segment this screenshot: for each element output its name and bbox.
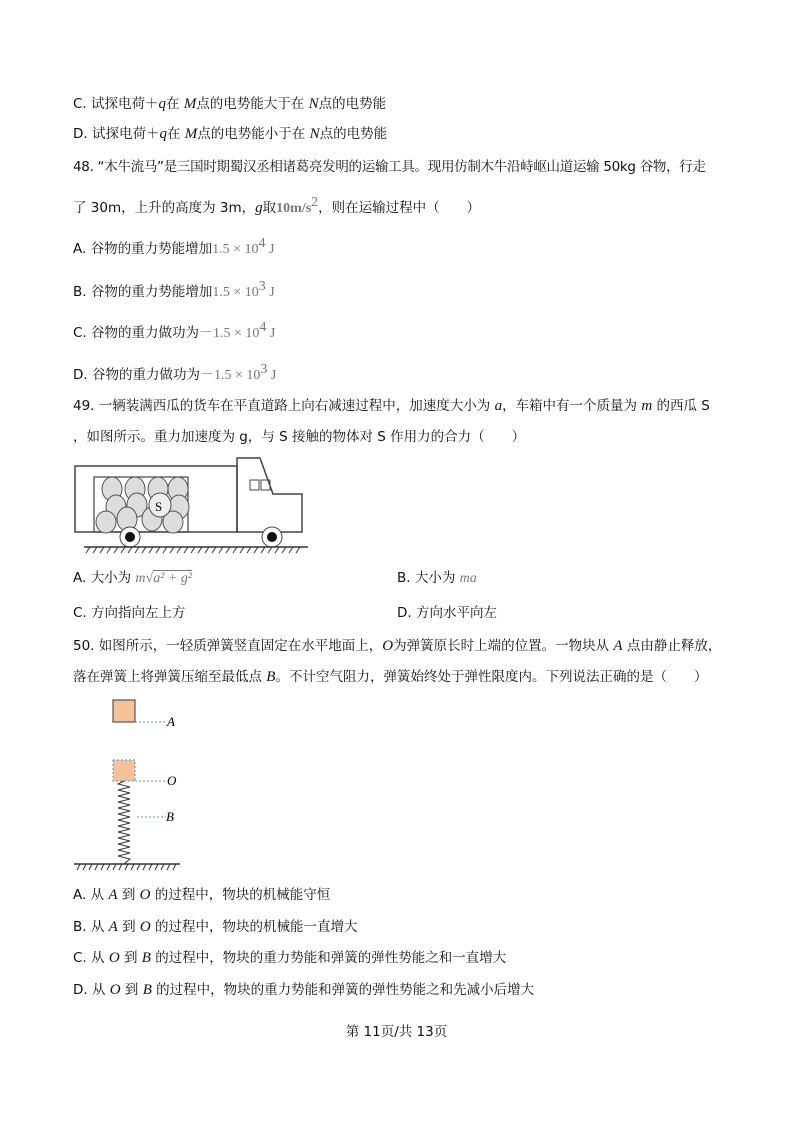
q50-stem-line1: 50. 如图所示，一轻质弹簧竖直固定在水平地面上，O为弹簧原长时上端的位置。一物块从 A 点由静止释放， xyxy=(73,638,722,654)
svg-text:O: O xyxy=(167,773,177,788)
q48-option-d: D. 谷物的重力做功为$-1.5 \times 10^3$ J xyxy=(73,362,277,383)
svg-text:B: B xyxy=(166,809,174,824)
truck-figure xyxy=(70,455,320,555)
q48-option-a: A. 谷物的重力势能增加$1.5 \times 10^4$ J xyxy=(73,236,275,257)
q49-stem-line2: ，如图所示。重力加速度为 g，与 S 接触的物体对 S 作用力的合力（ ） xyxy=(73,429,526,445)
q49-option-a: A. 大小为 m√a² + g² xyxy=(73,570,193,586)
watermelon-s-label: S xyxy=(155,499,163,514)
q48-option-b: B. 谷物的重力势能增加$1.5 \times 10^3$ J xyxy=(73,279,275,300)
q48-option-c: C. 谷物的重力做功为$-1.5 \times 10^4$ J xyxy=(73,320,276,341)
q50-stem-line2: 落在弹簧上将弹簧压缩至最低点 B。不计空气阻力，弹簧始终处于弹性限度内。下列说法正确的是（ ） xyxy=(73,669,708,685)
q49-option-d: D. 方向水平向左 xyxy=(397,605,497,621)
spring-figure xyxy=(70,695,190,875)
q50-option-b: B. 从 A 到 O 的过程中，物块的机械能一直增大 xyxy=(73,919,358,935)
page-footer: 第 11页/共 13页 xyxy=(345,1024,448,1040)
q48-stem-line1: 48. “木牛流马”是三国时期蜀汉丞相诸葛亮发明的运输工具。现用仿制木牛沿峙岖山道运输 50kg 谷物，行走 xyxy=(73,159,706,175)
q49-option-b: B. 大小为 ma xyxy=(397,570,477,586)
svg-text:A: A xyxy=(167,714,175,729)
q50-option-d: D. 从 O 到 B 的过程中，物块的重力势能和弹簧的弹性势能之和先减小后增大 xyxy=(73,982,535,998)
q48-stem-line2: 了 30m，上升的高度为 3m，g取$10m/s^2$，则在运输过程中（ ） xyxy=(73,195,481,216)
q50-option-a: A. 从 A 到 O 的过程中，物块的机械能守恒 xyxy=(73,887,331,903)
q49-option-c: C. 方向指向左上方 xyxy=(73,605,186,621)
q49-stem-line1: 49. 一辆装满西瓜的货车在平直道路上向右减速过程中，加速度大小为 a，车箱中有一个质量为 m 的西瓜 S xyxy=(73,398,710,414)
q47-option-c: C. 试探电荷＋q在 M点的电势能大于在 N点的电势能 xyxy=(73,96,387,112)
spring xyxy=(118,781,130,864)
q47-option-d: D. 试探电荷＋q在 M点的电势能小于在 N点的电势能 xyxy=(73,126,388,142)
q50-option-c: C. 从 O 到 B 的过程中，物块的重力势能和弹簧的弹性势能之和一直增大 xyxy=(73,950,507,966)
